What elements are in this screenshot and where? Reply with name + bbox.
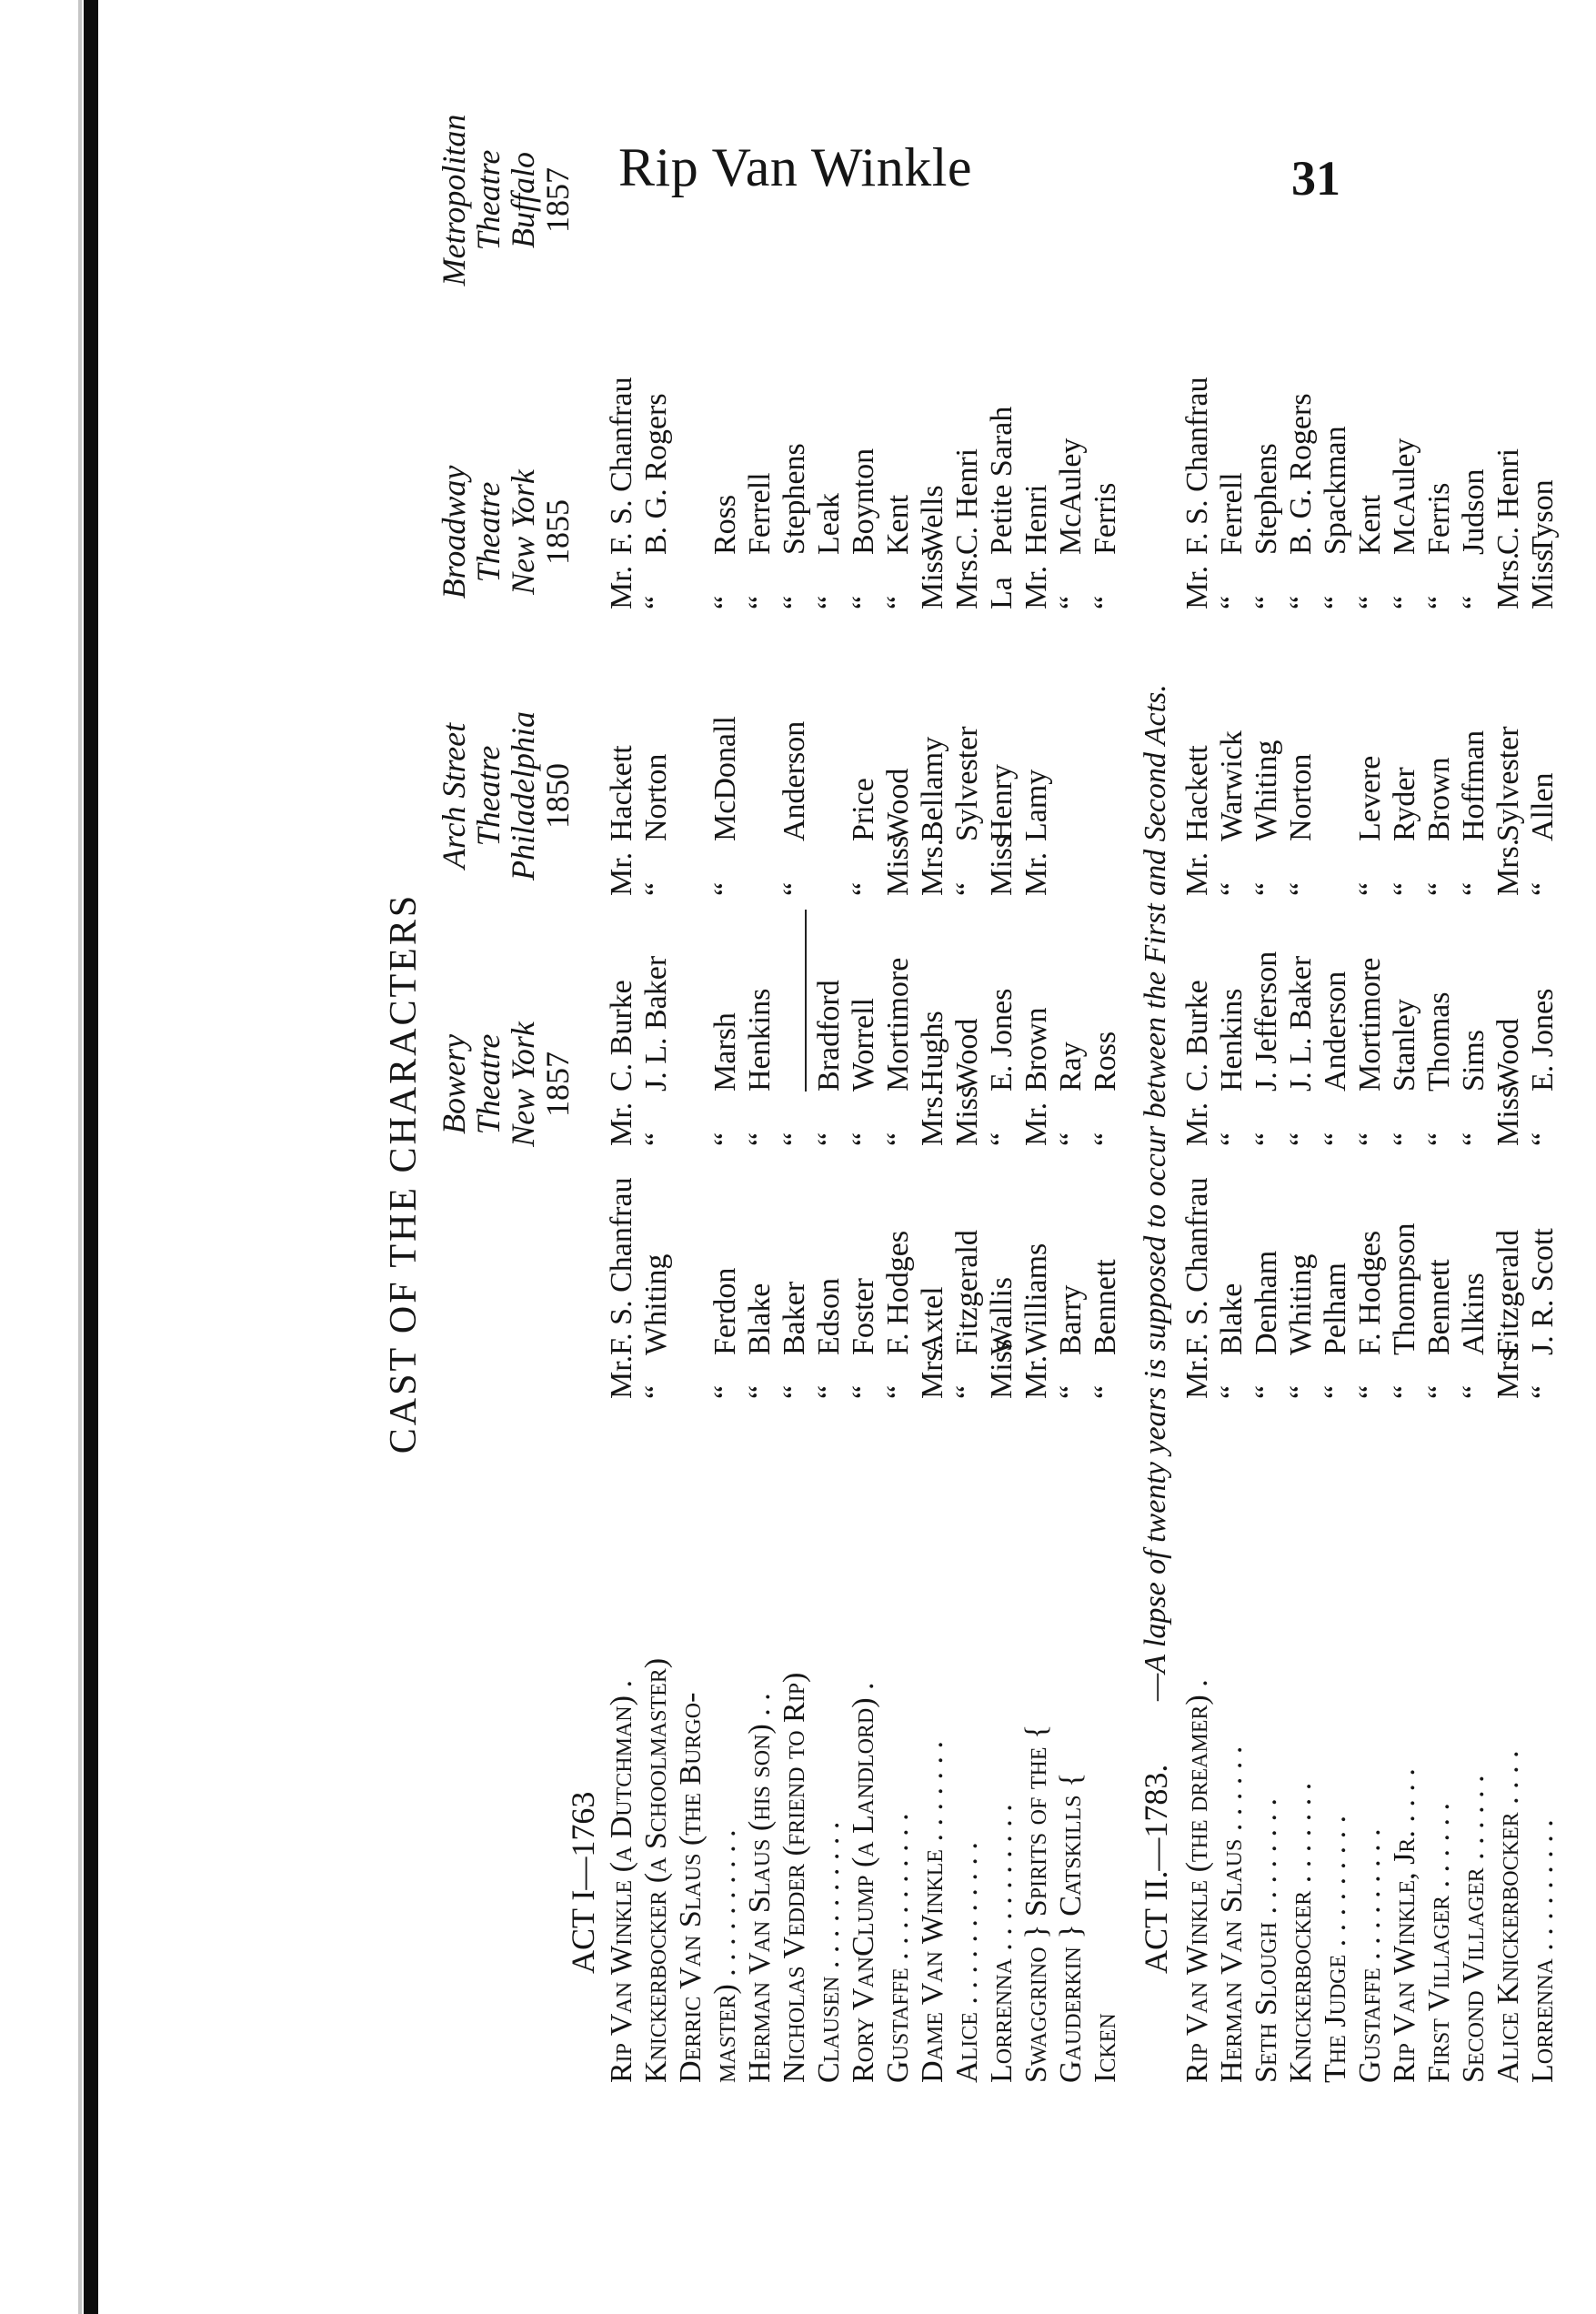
- role-cell: [1215, 1419, 1250, 2083]
- title-cell: “: [1250, 1132, 1283, 1146]
- title-cell: La: [985, 577, 1019, 609]
- actor-name: Wood: [881, 768, 915, 841]
- role-name: Knickerbocker (a Schoolmaster): [639, 1657, 673, 2083]
- title-cell: “: [1388, 881, 1421, 896]
- actor-name: Anderson: [1319, 971, 1352, 1092]
- gutter-shadow: [78, 0, 82, 2314]
- role-name: Herman Van Slaus . . . . . .: [1215, 1746, 1249, 2083]
- actor-name: Petite Sarah: [985, 406, 1019, 555]
- act1-heading: ACT I—1763: [565, 1791, 601, 1974]
- actor-name: Norton: [1284, 753, 1318, 841]
- title-cell: “: [639, 1384, 673, 1399]
- title-cell: “: [743, 595, 777, 609]
- actor-name: Worrell: [847, 998, 880, 1092]
- role-name: Seth Slough . . . . . . . .: [1250, 1798, 1283, 2083]
- actor-name: Wood: [950, 1018, 984, 1092]
- title-cell: Miss: [985, 1338, 1019, 1399]
- actor-name: Fitzgerald: [950, 1230, 984, 1355]
- actor-name: Bennett: [1089, 1259, 1122, 1355]
- title-cell: “: [1457, 881, 1491, 896]
- title-cell: “: [1353, 1132, 1387, 1146]
- blank-rule: [787, 910, 807, 1092]
- theatre-city: Buffalo: [505, 152, 541, 248]
- role-name: Rory VanClump (a Landlord) .: [847, 1682, 880, 2083]
- actor-name: Sims: [1457, 1029, 1491, 1092]
- actor-name: Levere: [1353, 755, 1387, 841]
- title-cell: Mrs.: [950, 551, 984, 609]
- actor-name: McAuley: [1388, 438, 1421, 555]
- title-cell: Mr.: [1180, 1102, 1214, 1146]
- actor-name: Pelham: [1319, 1263, 1352, 1355]
- role-cell: [639, 1419, 674, 2083]
- title-cell: “: [1250, 881, 1283, 896]
- title-cell: “: [1526, 1384, 1560, 1399]
- title-cell: “: [1215, 1384, 1249, 1399]
- actor-name: Henkins: [743, 988, 777, 1092]
- title-cell: “: [1054, 1132, 1088, 1146]
- theatre-line2: Theatre: [470, 1033, 507, 1135]
- role-name: Alice . . . . . . . . . . .: [950, 1842, 984, 2083]
- title-cell: Mr.: [1180, 565, 1214, 609]
- actor-name: J. L. Baker: [1284, 955, 1318, 1092]
- title-cell: “: [881, 1132, 915, 1146]
- title-cell: “: [1284, 881, 1318, 896]
- actor-name: Henri: [1019, 484, 1053, 555]
- title-cell: “: [847, 881, 880, 896]
- theatre-header: [437, 691, 575, 900]
- actor-name: Allen: [1526, 772, 1560, 841]
- title-cell: “: [1089, 1384, 1122, 1399]
- title-cell: “: [1526, 1132, 1560, 1146]
- role-name: Rip Van Winkle (a Dutchman) .: [605, 1680, 638, 2083]
- role-name: Lorrenna . . . . . . . . .: [1526, 1819, 1560, 2083]
- role-name: Nicholas Vedder (friend to Rip): [778, 1672, 811, 2083]
- actor-name: Kent: [1353, 494, 1387, 555]
- title-cell: Mrs.: [916, 1341, 949, 1399]
- role-cell: [1089, 1419, 1123, 2083]
- title-cell: “: [743, 1132, 777, 1146]
- role-cell: [1319, 1419, 1353, 2083]
- title-cell: “: [1215, 595, 1249, 609]
- theatre-header: [437, 1011, 575, 1157]
- title-cell: Mrs.: [1491, 838, 1525, 896]
- title-cell: “: [812, 595, 846, 609]
- actor-name: Wood: [1491, 1018, 1525, 1092]
- role-cell: [1353, 1419, 1388, 2083]
- actor-name: Axtel: [916, 1286, 949, 1355]
- role-name: Swaggrino } Spirits of the {: [1019, 1724, 1053, 2083]
- title-cell: Mrs.: [1491, 551, 1525, 609]
- theatre-city: New York: [505, 469, 541, 595]
- title-cell: “: [1284, 1384, 1318, 1399]
- role-cell: [1457, 1419, 1491, 2083]
- actor-name: Ray: [1054, 1041, 1088, 1092]
- interlude-note: —A lapse of twenty years is supposed to occur between the First and Second Acts.: [1139, 684, 1172, 1701]
- title-cell: “: [1319, 1132, 1352, 1146]
- role-name: Knickerbocker . . . . . . .: [1284, 1782, 1318, 2083]
- act2-heading: ACT II.—1783.: [1138, 1764, 1174, 1974]
- title-cell: Mr.: [605, 1354, 638, 1399]
- actor-name: Whiting: [1250, 739, 1283, 841]
- theatre-name: Bowery: [436, 1034, 472, 1134]
- actor-name: Thomas: [1422, 991, 1456, 1092]
- role-cell: [847, 1419, 881, 2083]
- role-cell: [1019, 1419, 1054, 2083]
- theatre-year: 1857: [539, 167, 576, 233]
- role-cell: [916, 1419, 950, 2083]
- role-cell: [708, 1419, 743, 2083]
- actor-name: Hoffman: [1457, 729, 1491, 841]
- title-cell: Mr.: [1019, 565, 1053, 609]
- actor-name: Price: [847, 778, 880, 841]
- actor-name: Blake: [1215, 1283, 1249, 1355]
- role-name: Gustaffe . . . . . . . . .: [1353, 1828, 1387, 2083]
- actor-name: Stephens: [778, 443, 811, 555]
- title-cell: “: [743, 1384, 777, 1399]
- title-cell: “: [1054, 1384, 1088, 1399]
- actor-name: Fitzgerald: [1491, 1230, 1525, 1355]
- role-name: Second Villager . . . . . .: [1457, 1775, 1491, 2083]
- title-cell: “: [950, 1384, 984, 1399]
- theatre-line2: Theatre: [470, 149, 507, 251]
- title-cell: “: [812, 1384, 846, 1399]
- actor-name: Henry: [985, 764, 1019, 841]
- actor-name: C. Burke: [605, 980, 638, 1092]
- title-cell: “: [778, 1384, 811, 1399]
- actor-name: Blake: [743, 1283, 777, 1355]
- actor-name: McAuley: [1054, 438, 1088, 555]
- role-cell: [778, 1419, 812, 2083]
- title-cell: Mr.: [1019, 851, 1053, 896]
- actor-name: [778, 910, 812, 1092]
- theatre-year: 1857: [539, 1051, 576, 1117]
- actor-name: J. L. Baker: [639, 955, 673, 1092]
- role-name: First Villager . . . . . .: [1422, 1802, 1456, 2083]
- actor-name: Brown: [1422, 757, 1456, 841]
- actor-name: Stanley: [1388, 999, 1421, 1092]
- actor-name: Marsh: [708, 1012, 742, 1092]
- actor-name: Edson: [812, 1278, 846, 1355]
- title-cell: Mr.: [1019, 1102, 1053, 1146]
- theatre-header: [437, 455, 575, 609]
- actor-name: Thompson: [1388, 1222, 1421, 1355]
- title-cell: “: [708, 1384, 742, 1399]
- theatre-city: Philadelphia: [505, 711, 541, 880]
- role-cell: [1180, 1419, 1215, 2083]
- title-cell: “: [1054, 595, 1088, 609]
- role-cell: [605, 1419, 639, 2083]
- actor-name: E. Jones: [1526, 988, 1560, 1092]
- actor-name: Bradford: [812, 980, 846, 1092]
- actor-name: McDonall: [708, 716, 742, 841]
- actor-name: Kent: [881, 494, 915, 555]
- title-cell: “: [1388, 1132, 1421, 1146]
- title-cell: “: [1089, 595, 1122, 609]
- actor-name: J. Jefferson: [1250, 951, 1283, 1092]
- actor-name: C. Burke: [1180, 980, 1214, 1092]
- actor-name: F. Hodges: [1353, 1230, 1387, 1355]
- title-cell: “: [1422, 1384, 1456, 1399]
- title-cell: “: [1457, 1132, 1491, 1146]
- role-name: Alice Knickerbocker . . . .: [1491, 1750, 1525, 2083]
- actor-name: Hughs: [916, 1011, 949, 1092]
- theatre-year: 1850: [539, 763, 576, 829]
- running-title: Rip Van Winkle: [618, 137, 973, 197]
- theatre-name: Broadway: [436, 465, 472, 599]
- title-cell: “: [778, 595, 811, 609]
- actor-name: Brown: [1019, 1007, 1053, 1092]
- actor-name: B. G. Rogers: [639, 393, 673, 555]
- title-cell: Mr.: [1019, 1354, 1053, 1399]
- title-cell: Mr.: [605, 851, 638, 896]
- actor-name: Mortimore: [881, 957, 915, 1092]
- actor-name: F. Hodges: [881, 1230, 915, 1355]
- role-name: Icken: [1089, 2013, 1122, 2083]
- actor-name: Hackett: [1180, 745, 1214, 841]
- title-cell: “: [985, 1132, 1019, 1146]
- title-cell: “: [1215, 881, 1249, 896]
- title-cell: “: [881, 595, 915, 609]
- title-cell: “: [778, 1132, 811, 1146]
- title-cell: “: [950, 881, 984, 896]
- actor-name: Barry: [1054, 1284, 1088, 1355]
- actor-name: Ryder: [1388, 767, 1421, 841]
- role-cell: [1054, 1419, 1089, 2083]
- title-cell: “: [708, 595, 742, 609]
- title-cell: Mrs.: [916, 1088, 949, 1146]
- title-cell: “: [1388, 1384, 1421, 1399]
- page-number: 31: [1291, 151, 1340, 206]
- role-name: Gustaffe . . . . . . . . . .: [881, 1813, 915, 2083]
- title-cell: “: [1457, 595, 1491, 609]
- title-cell: Miss: [985, 835, 1019, 896]
- title-cell: Mr.: [1180, 851, 1214, 896]
- actor-name: Boynton: [847, 448, 880, 555]
- title-cell: “: [1422, 595, 1456, 609]
- title-cell: “: [639, 595, 673, 609]
- actor-name: Foster: [847, 1278, 880, 1355]
- title-cell: “: [778, 881, 811, 896]
- actor-name: Ross: [1089, 1031, 1122, 1092]
- actor-name: F. S. Chanfrau: [605, 1177, 638, 1355]
- actor-name: Hackett: [605, 745, 638, 841]
- theatre-name: Metropolitan: [436, 114, 472, 287]
- title-cell: “: [812, 1132, 846, 1146]
- title-cell: “: [1284, 595, 1318, 609]
- actor-name: Spackman: [1319, 426, 1352, 555]
- actor-name: Stephens: [1250, 443, 1283, 555]
- theatre-line2: Theatre: [470, 745, 507, 847]
- actor-name: Warwick: [1215, 730, 1249, 841]
- actor-name: Ferris: [1089, 482, 1122, 555]
- role-name: Rip Van Winkle, Jr. . . . .: [1388, 1768, 1421, 2083]
- actor-name: Ferris: [1422, 482, 1456, 555]
- role-cell: [1526, 1419, 1561, 2083]
- title-cell: Mr.: [605, 565, 638, 609]
- actor-name: Baker: [778, 1281, 811, 1355]
- title-cell: “: [708, 881, 742, 896]
- actor-name: Judson: [1457, 468, 1491, 555]
- theatre-line2: Theatre: [470, 481, 507, 583]
- actor-name: Tyson: [1526, 479, 1560, 555]
- role-cell: [812, 1419, 847, 2083]
- actor-name: Ferrell: [1215, 472, 1249, 555]
- title-cell: “: [1388, 595, 1421, 609]
- actor-name: Leak: [812, 493, 846, 555]
- actor-name: Sylvester: [950, 726, 984, 841]
- role-cell: [1491, 1419, 1526, 2083]
- title-cell: Mr.: [1180, 1354, 1214, 1399]
- actor-name: Alkins: [1457, 1273, 1491, 1355]
- role-name: master) . . . . . . . . . .: [708, 1829, 742, 2083]
- role-cell: [1422, 1419, 1457, 2083]
- role-cell: [881, 1419, 916, 2083]
- actor-name: Anderson: [778, 720, 811, 841]
- actor-name: Norton: [639, 753, 673, 841]
- book-binding-edge: [84, 0, 98, 2314]
- role-name: Lorrenna . . . . . . . . . .: [985, 1804, 1019, 2083]
- actor-name: Whiting: [639, 1253, 673, 1355]
- cast-title: CAST OF THE CHARACTERS: [383, 892, 425, 1454]
- actor-name: E. Jones: [985, 988, 1019, 1092]
- title-cell: “: [847, 595, 880, 609]
- role-name: The Judge . . . . . . . . .: [1319, 1815, 1352, 2083]
- title-cell: “: [1319, 1384, 1352, 1399]
- actor-name: F. S. Chanfrau: [1180, 1177, 1214, 1355]
- role-name: Rip Van Winkle (the dreamer) .: [1180, 1679, 1214, 2083]
- theatre-header: [437, 109, 575, 291]
- title-cell: “: [1319, 595, 1352, 609]
- actor-name: Mortimore: [1353, 957, 1387, 1092]
- actor-name: Bellamy: [916, 736, 949, 841]
- title-cell: Miss: [1526, 548, 1560, 609]
- title-cell: “: [1422, 1132, 1456, 1146]
- title-cell: “: [1457, 1384, 1491, 1399]
- actor-name: Wallis: [985, 1276, 1019, 1355]
- title-cell: “: [639, 1132, 673, 1146]
- title-cell: “: [847, 1384, 880, 1399]
- theatre-name: Arch Street: [436, 722, 472, 870]
- title-cell: Miss: [1491, 1085, 1525, 1146]
- role-cell: [1388, 1419, 1422, 2083]
- role-name: Clausen . . . . . . . . . .: [812, 1821, 846, 2083]
- title-cell: “: [1526, 881, 1560, 896]
- actor-name: F. S. Chanfrau: [605, 377, 638, 555]
- actor-name: Williams: [1019, 1243, 1053, 1355]
- title-cell: “: [1353, 881, 1387, 896]
- title-cell: Miss: [950, 1085, 984, 1146]
- actor-name: F. S. Chanfrau: [1180, 377, 1214, 555]
- role-cell: [1250, 1419, 1284, 2083]
- title-cell: “: [1089, 1132, 1122, 1146]
- theatre-city: New York: [505, 1021, 541, 1147]
- title-cell: “: [1250, 1384, 1283, 1399]
- role-name: Derric Van Slaus (the Burgo-: [674, 1692, 708, 2083]
- actor-name: Ferdon: [708, 1267, 742, 1355]
- title-cell: “: [1250, 595, 1283, 609]
- title-cell: Mrs.: [1491, 1341, 1525, 1399]
- title-cell: “: [1422, 881, 1456, 896]
- actor-name: Ferrell: [743, 472, 777, 555]
- title-cell: “: [1215, 1132, 1249, 1146]
- title-cell: “: [1353, 1384, 1387, 1399]
- theatre-year: 1855: [539, 499, 576, 565]
- role-cell: [950, 1419, 985, 2083]
- title-cell: “: [708, 1132, 742, 1146]
- actor-name: Ross: [708, 494, 742, 555]
- actor-name: Sylvester: [1491, 726, 1525, 841]
- actor-name: Denham: [1250, 1250, 1283, 1355]
- actor-name: Wells: [916, 485, 949, 555]
- role-cell: [1284, 1419, 1319, 2083]
- title-cell: “: [1353, 595, 1387, 609]
- title-cell: “: [881, 1384, 915, 1399]
- role-name: Herman Van Slaus (his son) . .: [743, 1693, 777, 2083]
- title-cell: “: [847, 1132, 880, 1146]
- actor-name: Whiting: [1284, 1253, 1318, 1355]
- role-cell: [985, 1419, 1019, 2083]
- actor-name: Bennett: [1422, 1259, 1456, 1355]
- title-cell: Miss: [916, 548, 949, 609]
- actor-name: Henkins: [1215, 988, 1249, 1092]
- actor-name: C. Henri: [950, 448, 984, 555]
- actor-name: C. Henri: [1491, 448, 1525, 555]
- title-cell: Mr.: [605, 1102, 638, 1146]
- role-cell: [743, 1419, 778, 2083]
- role-name: Gauderkin } Catskills {: [1054, 1772, 1088, 2083]
- actor-name: J. R. Scott: [1526, 1228, 1560, 1355]
- title-cell: Miss: [881, 835, 915, 896]
- actor-name: Lamy: [1019, 769, 1053, 841]
- title-cell: Mrs.: [916, 838, 949, 896]
- actor-name: B. G. Rogers: [1284, 393, 1318, 555]
- title-cell: “: [639, 881, 673, 896]
- role-name: Dame Van Winkle . . . . . . .: [916, 1741, 949, 2083]
- title-cell: “: [1284, 1132, 1318, 1146]
- role-cell: [674, 1419, 708, 2083]
